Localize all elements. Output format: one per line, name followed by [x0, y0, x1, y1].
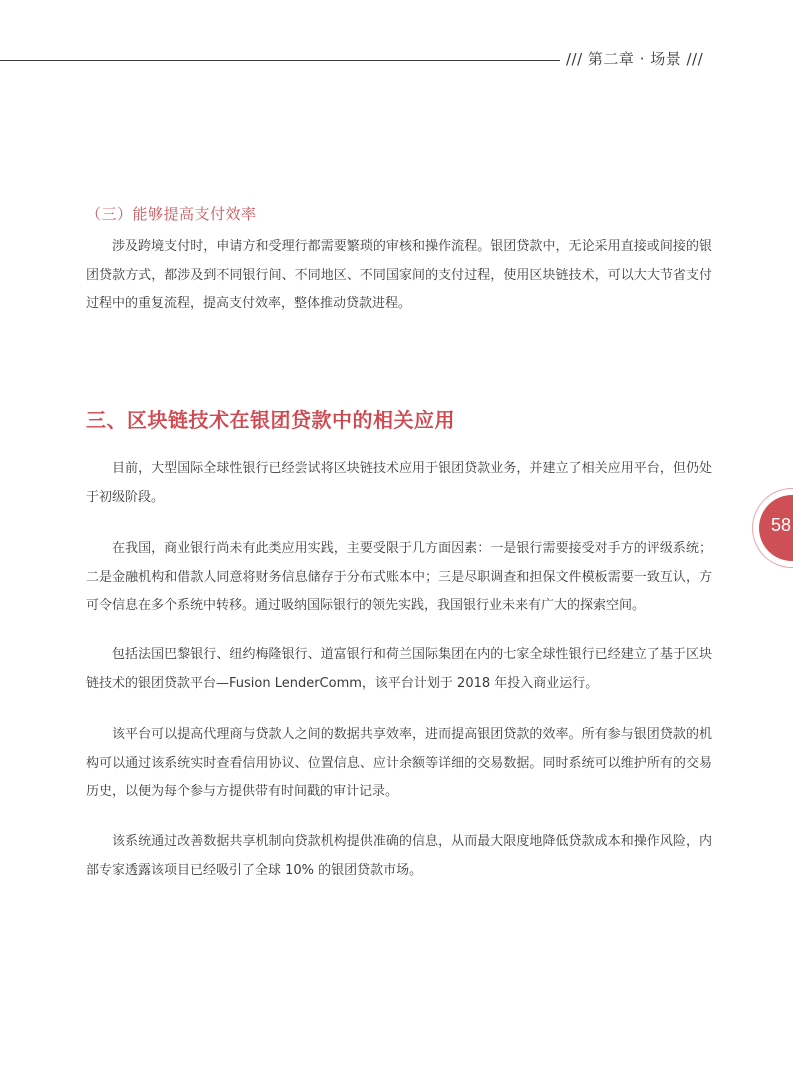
section-paragraph-5: [86, 828, 712, 885]
section-paragraph-1: [86, 455, 712, 512]
paragraph: 涉及跨境支付时，申请方和受理行都需要繁琐的审核和操作流程。银团贷款中，无论采用直接或间接的银团贷款方式，都涉及到不同银行间、不同地区、不同国家间的支付过程，使用区块链技术，可以大大节省支付过程中的重复流程，提高支付效率，整体推动贷款进程。: [86, 239, 712, 311]
paragraph: 目前，大型国际全球性银行已经尝试将区块链技术应用于银团贷款业务，并建立了相关应用平台，但仍处于初级阶段。: [86, 461, 712, 505]
subsection-body: [86, 233, 712, 319]
section-paragraph-2: [86, 535, 712, 621]
section-heading: 三、区块链技术在银团贷款中的相关应用: [86, 408, 455, 432]
section-paragraph-3: [86, 641, 712, 698]
page-number: 58: [771, 515, 792, 535]
section-paragraph-4: [86, 721, 712, 807]
paragraph: 该平台可以提高代理商与贷款人之间的数据共享效率，进而提高银团贷款的效率。所有参与银团贷款的机构可以通过该系统实时查看信用协议、位置信息、应计余额等详细的交易数据。同时系统可以维护所有的交易历史，以便为每个参与方提供带有时间戳的审计记录。: [86, 727, 712, 799]
subsection-title: （三）能够提高支付效率: [86, 205, 257, 223]
paragraph: 包括法国巴黎银行、纽约梅隆银行、道富银行和荷兰国际集团在内的七家全球性银行已经建立了基于区块链技术的银团贷款平台—Fusion LenderComm，该平台计划于 2018 年投入商业运行。: [86, 647, 712, 691]
paragraph: 该系统通过改善数据共享机制向贷款机构提供准确的信息，从而最大限度地降低贷款成本和操作风险，内部专家透露该项目已经吸引了全球 10% 的银团贷款市场。: [86, 834, 712, 878]
chapter-header: /// 第二章 · 场景 ///: [566, 50, 704, 68]
header-rule: [0, 60, 560, 61]
paragraph: 在我国，商业银行尚未有此类应用实践，主要受限于几方面因素：一是银行需要接受对手方的评级系统；二是金融机构和借款人同意将财务信息储存于分布式账本中；三是尽职调查和担保文件模板需要一致互认，方可令信息在多个系统中转移。通过吸纳国际银行的领先实践，我国银行业未来有广大的探索空间。: [86, 541, 712, 613]
